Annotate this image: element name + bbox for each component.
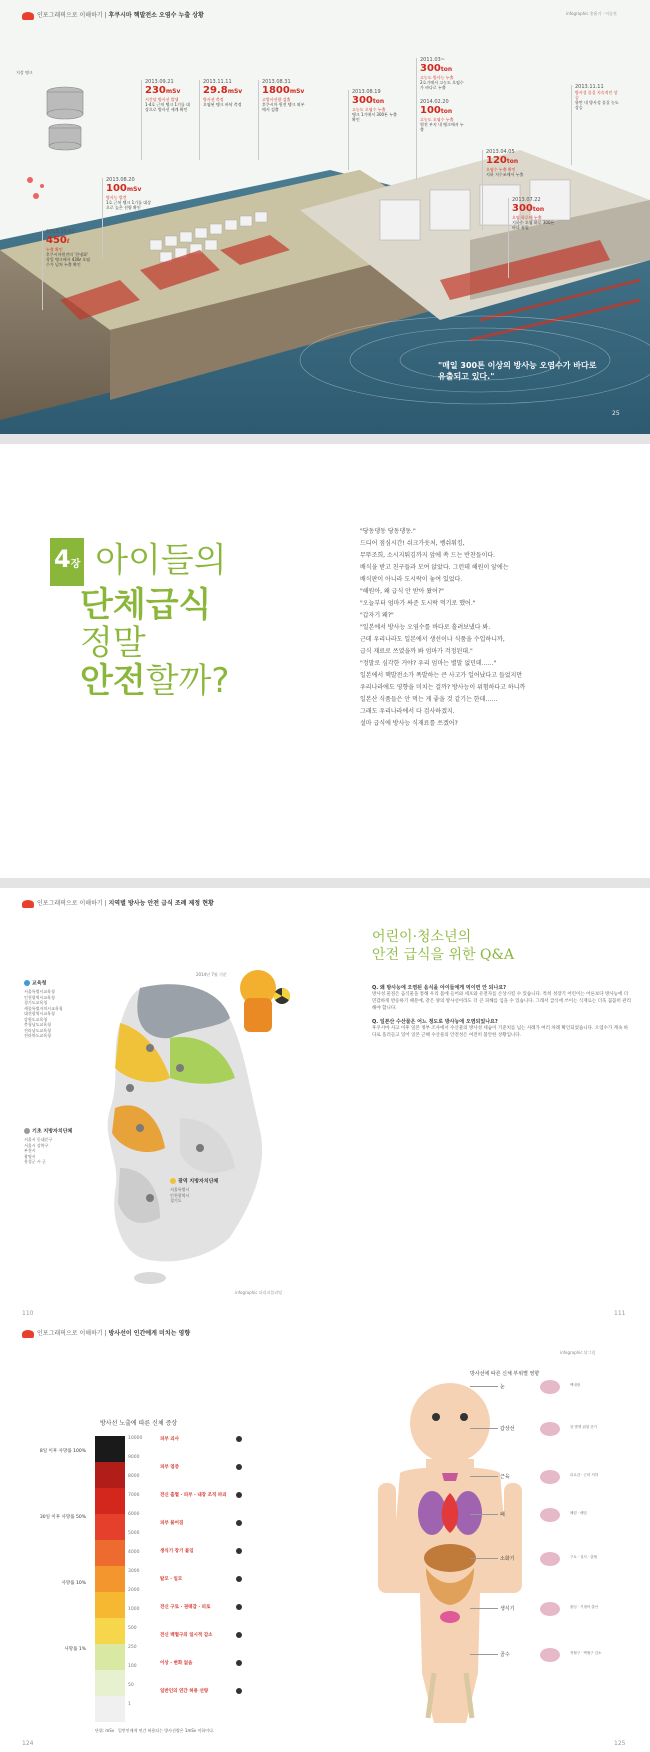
organ-leader-line <box>470 1428 498 1429</box>
event-value <box>420 105 466 117</box>
symptom-row <box>160 1464 179 1470</box>
mortality-group: 사망률 10% <box>61 1581 86 1586</box>
organ-name: 소화기 <box>500 1556 515 1562</box>
event-value <box>512 203 558 215</box>
header-title: 후쿠시마 핵발전소 오염수 누출 상황 <box>108 12 204 19</box>
organ-name: 눈 <box>500 1384 505 1390</box>
logo-icon <box>22 900 34 908</box>
intro-line: "일본에서 방사능 오염수를 바다로 흘려보냈다 봐. <box>360 624 491 631</box>
organ-leader-line <box>470 1514 498 1515</box>
logo-icon <box>22 1330 34 1338</box>
organ-name: 갑상선 <box>500 1426 515 1432</box>
event-unit: ℓ <box>66 238 70 245</box>
intro-line: "당동댕동 당동댕동." <box>360 528 416 535</box>
event-text: 1·4호 근처 탱크 1기를 대상으로 방사선 세계 확인 <box>145 102 190 112</box>
dose-bar-segment <box>95 1566 125 1592</box>
symptom-row <box>160 1632 213 1638</box>
intro-line: 설마 급식에 방사능 식재료를 쓰겠어? <box>360 720 458 727</box>
symptom-row <box>160 1688 208 1694</box>
symptom-dot-icon <box>236 1660 242 1666</box>
symptom-row <box>160 1492 227 1498</box>
scale-tick: 1 <box>128 1702 131 1707</box>
symptom-text: 생식기 장기 불임 <box>160 1549 194 1554</box>
header-prefix: 인포그래픽으로 이해하기 <box>37 12 103 19</box>
edu-item: 전라남도교육청 <box>24 1027 52 1033</box>
answer-2: 후쿠시마 사고 이후 일본 정부 조사에서 수산물의 방사성 세슘이 기준치를 넘는 사례가 여러 차례 확인되었습니다. 오염수가 계속 바다로 흘러들고 있어 일본 근해 수산물의 안전성은 여전히 불안한 상황입니다. <box>372 1026 629 1038</box>
quote: "매일 300톤 이상의 방사능 오염수가 바다로 유출되고 있다." <box>438 361 597 381</box>
question-1: Q. 왜 방사능에 오염된 음식을 아이들에게 먹이면 안 되나요? <box>372 985 507 991</box>
edu-legend-icon <box>24 980 30 986</box>
event-sub: 오염 하루에 누출 <box>512 215 542 220</box>
event-date: 2013.08.20 <box>106 177 135 183</box>
event-text: 오염된 탱크 바닥 측정 <box>203 102 242 107</box>
scale-tick: 1000 <box>128 1607 140 1612</box>
event-unit: ton <box>372 98 385 105</box>
event-sub: 고농도 방사능 누출 <box>420 75 454 80</box>
scale-tick: 3000 <box>128 1569 140 1574</box>
event-0 <box>46 230 92 267</box>
local-item: 광명시 <box>24 1153 36 1159</box>
event-number: 120 <box>486 155 507 166</box>
organ-icon <box>540 1648 560 1662</box>
edu-list: 교육청 서울특별시교육청 인천광역시교육청 경기도교육청 세종특별자치시교육청 대전광역시교육청 강원도교육청 충청남도교육청 전라남도교육청 전라북도교육청 <box>24 980 164 1039</box>
event-number: 300 <box>420 63 441 74</box>
intro-line: 드디어 점심시간! 쉬크가웃처, 쌩쉬워킹, <box>360 540 465 547</box>
event-date: 2013.10.02 <box>46 229 75 235</box>
event-value <box>420 63 466 75</box>
organ-leader-line <box>470 1654 498 1655</box>
event-number: 29.8 <box>203 85 228 96</box>
mortality-group: 30일 이후 사망률 50% <box>39 1515 86 1520</box>
title-line-4: 안전할까? <box>80 661 230 701</box>
page-safe-meal-ordinance <box>0 888 650 1322</box>
symptom-dot-icon <box>236 1604 242 1610</box>
metro-list: 광역 지방자치단체 서울특별시 인천광역시 경기도 <box>170 1178 280 1204</box>
page-fukushima-infographic <box>0 0 650 434</box>
symptom-dot-icon <box>236 1632 242 1638</box>
scale-tick: 9000 <box>128 1455 140 1460</box>
organ-leader-line <box>470 1476 498 1477</box>
symptom-dot-icon <box>236 1520 242 1526</box>
question-2: Q. 일본산 수산물은 어느 정도로 방사능에 오염되었나요? <box>372 1019 498 1025</box>
event-unit: mSv <box>289 88 305 95</box>
page-header: 인포그래픽으로 이해하기 | 후쿠시마 핵발전소 오염수 누출 상황 <box>22 10 204 20</box>
organ-leader-line <box>470 1608 498 1609</box>
organ-leader-line <box>470 1386 498 1387</box>
organ-name: 골수 <box>500 1652 510 1658</box>
event-number: 300 <box>352 95 373 106</box>
organ-effect: 불임 · 기형아 출산 <box>570 1605 599 1609</box>
page-header: 인포그래픽으로 이해하기 | 지역별 방사능 안전 급식 조례 제정 현황 <box>22 898 214 908</box>
event-text: 후쿠시마 원전 탱크 외부에서 검출 <box>262 102 305 112</box>
local-list: 기초 지방자치단체 서울시 동대문구 서울시 강북구 부천시 광명시 홍성군 시 군 <box>24 1128 164 1165</box>
metro-legend-icon <box>170 1178 176 1184</box>
page-header: 인포그래픽으로 이해하기 | 방사선이 인간에게 미치는 영향 <box>22 1328 190 1338</box>
intro-line: 무뚜조희, 소시지튀김까지 앞에 쏙 드는 반찬들이다. <box>360 552 496 559</box>
event-date: 2013.08.31 <box>262 79 291 85</box>
organ-name: 생식기 <box>500 1606 515 1612</box>
event-text: 탱크 1기에서 300톤 누출 확인 <box>352 112 397 122</box>
edu-item: 세종특별자치시교육청 <box>24 1005 63 1011</box>
scale-tick: 500 <box>128 1626 137 1631</box>
event-text: 후쿠시마원전의 '한냉화' 작업 탱크에서 430ℓ 오염수가 넘쳐 누출 확인 <box>46 252 91 267</box>
event-text: 지하수 오염 하루 300톤 바다 유입 <box>512 220 555 230</box>
scale-tick: 2000 <box>128 1588 140 1593</box>
organ-leader-line <box>470 1558 498 1559</box>
scale-tick: 7000 <box>128 1493 140 1498</box>
scale-tick: 4000 <box>128 1550 140 1555</box>
event-10 <box>575 85 621 110</box>
title-line-3: 정말 <box>80 623 146 663</box>
symptom-text: 전신 구토 · 권태감 · 피로 <box>160 1605 211 1610</box>
event-unit: mSv <box>227 88 243 95</box>
intro-line: 일본에서 핵발전소가 폭발하는 큰 사고가 일어났다고 들었지만 <box>360 672 523 679</box>
dose-bar-segment <box>95 1436 125 1462</box>
dose-bar-segment <box>95 1462 125 1488</box>
event-text: 원전 부지 내 탱크에서 누출 <box>420 122 464 132</box>
chapter-title <box>50 538 229 700</box>
scale-tick: 5000 <box>128 1531 140 1536</box>
event-sub: 방사능 발견 <box>106 195 127 200</box>
dose-bar-segment <box>95 1644 125 1670</box>
chapter-badge: 4장 <box>50 538 84 586</box>
event-text: 항만 내 방사성 물질 농도 상승 <box>575 100 619 110</box>
credit: infographic 달그림 <box>560 1350 596 1355</box>
answer-1: 방사성 물질은 음식물을 통해 우리 몸에 들어와 세포와 유전자를 손상시킬 수 있습니다. 특히 성장기 어린이는 어른보다 방사능에 더 민감하게 반응하기 때문에, 같은 양의 방사선이라도 더 큰 피해를 입을 수 있습니다. 그래서 급식에 쓰이는 식재료는 더욱 꼼꼼히 관리해야 합니다. <box>372 992 631 1011</box>
intro-line: "갑자기 왜?" <box>360 612 394 619</box>
dose-bar-segment <box>95 1618 125 1644</box>
event-value <box>145 85 191 97</box>
mortality-group: 8일 이후 사망률 100% <box>39 1449 86 1454</box>
organ-effect: 피로감 · 근력 저하 <box>570 1473 599 1477</box>
dose-bar-segment <box>95 1670 125 1696</box>
event-value <box>203 85 249 97</box>
symptom-row <box>160 1576 182 1582</box>
qa-title-2: 안전 급식을 위한 Q&A <box>372 947 515 963</box>
title-line-2: 단체급식 <box>80 585 212 625</box>
event-date: 2014.02.20 <box>420 99 449 105</box>
right-chart-title: 방사선에 따른 신체 부위별 영향 <box>470 1371 540 1377</box>
symptom-row <box>160 1604 210 1610</box>
local-item: 서울시 동대문구 <box>24 1137 53 1142</box>
dose-bar-segment <box>95 1696 125 1722</box>
qa-title-1: 어린이·청소년의 <box>372 929 472 945</box>
page-number-right: 111 <box>614 1310 626 1317</box>
page-number: 25 <box>612 410 620 417</box>
intro-line: 그래도 우리나라에서 다 검사하겠지. <box>360 708 455 715</box>
chapter-intro-text <box>360 526 620 730</box>
scale-tick: 10000 <box>128 1436 143 1441</box>
symptom-text: 전신 출혈 · 피부 · 내장 조직 파괴 <box>160 1493 227 1498</box>
intro-line: 급식 재료로 쓰였을까 봐 엄마가 걱정된대." <box>360 648 473 655</box>
event-6 <box>420 58 466 90</box>
symptom-dot-icon <box>236 1548 242 1554</box>
intro-line: 배식을 받고 친구들과 모여 앉았다. 그런데 해원이 앞에는 <box>360 564 509 571</box>
organ-effect: 폐렴 · 폐암 <box>570 1511 587 1515</box>
dose-bar-segment <box>95 1514 125 1540</box>
event-unit: ton <box>440 66 453 73</box>
scale-tick: 250 <box>128 1645 137 1650</box>
edu-item: 경기도교육청 <box>24 1000 48 1005</box>
event-1 <box>106 178 152 210</box>
event-value <box>486 155 532 167</box>
human-body-illustration <box>370 1373 550 1733</box>
event-text: 1호 근처 탱크 1기를 대상으로 높은 선량 확인 <box>106 200 151 210</box>
scale-tick: 100 <box>128 1664 137 1669</box>
local-item: 서울시 강북구 <box>24 1142 49 1148</box>
dose-bar-segment <box>95 1488 125 1514</box>
local-item: 홍성군 시 군 <box>24 1159 46 1164</box>
event-sub: 방사성 물질 지속적인 상승 <box>575 90 618 100</box>
metro-item: 경기도 <box>170 1198 182 1203</box>
event-unit: ton <box>440 108 453 115</box>
page-number-left: 124 <box>22 1740 34 1747</box>
symptom-text: 전신 백혈구의 일시적 감소 <box>160 1633 213 1638</box>
symptom-row <box>160 1520 183 1526</box>
metro-item: 서울특별시 <box>170 1187 190 1192</box>
event-unit: mSv <box>126 186 142 193</box>
organ-icon <box>540 1380 560 1394</box>
symptom-dot-icon <box>236 1688 242 1694</box>
symptom-dot-icon <box>236 1576 242 1582</box>
page-radiation-effects <box>0 1318 650 1752</box>
intro-line: "해원아, 왜 급식 안 받아 왔어?" <box>360 588 444 595</box>
symptom-text: 피부 붉어짐 <box>160 1521 184 1526</box>
intro-line: 배식판이 아니라 도시락이 놓여 있었다. <box>360 576 463 583</box>
event-sub: 고농도 오염수 누출 <box>420 117 454 122</box>
page-chapter-4 <box>0 444 650 878</box>
event-7 <box>420 100 466 132</box>
event-4 <box>262 80 308 112</box>
symptom-row <box>160 1436 179 1442</box>
event-number: 1800 <box>262 85 290 96</box>
edu-item: 인천광역시교육청 <box>24 994 55 1000</box>
event-8 <box>486 150 532 177</box>
event-9 <box>512 198 558 230</box>
local-item: 부천시 <box>24 1148 36 1153</box>
organ-name: 폐 <box>500 1512 505 1518</box>
event-unit: ton <box>506 158 519 165</box>
symptom-dot-icon <box>236 1464 242 1470</box>
event-date: 2013.07.22 <box>512 197 541 203</box>
edu-item: 전라북도교육청 <box>24 1033 52 1038</box>
event-5 <box>352 90 398 122</box>
event-3 <box>203 80 249 107</box>
event-number: 300 <box>512 203 533 214</box>
symptom-dot-icon <box>236 1492 242 1498</box>
scale-tick: 6000 <box>128 1512 140 1517</box>
organ-icon <box>540 1602 560 1616</box>
organ-effect: 백내장 <box>570 1383 581 1387</box>
event-date: 2013.11.11 <box>203 79 232 85</box>
event-sub: 오염수 누출 확인 <box>486 167 516 172</box>
event-date: 2013.09.21 <box>145 79 174 85</box>
event-sub: 고방사선량 검출 <box>262 97 291 102</box>
credit: infographic 더리퍼블리팅 <box>235 1290 282 1295</box>
edu-item: 서울특별시교육청 <box>24 989 55 994</box>
local-legend-icon <box>24 1128 30 1134</box>
event-date: 2013.11.11 <box>575 84 604 90</box>
credit: infographic 홍윤기 · 이승진 <box>566 11 617 16</box>
organ-icon <box>540 1508 560 1522</box>
symptom-text: 이상 · 변화 없음 <box>160 1661 193 1666</box>
tank-label: 저장 탱크 <box>16 70 33 75</box>
intro-line: "정말로 심각한 거야? 우리 엄마는 별말 없던데……" <box>360 660 497 667</box>
event-number: 100 <box>106 183 127 194</box>
event-date: 2013.04.05 <box>486 149 515 155</box>
event-sub: 고농도 오염수 누출 <box>352 107 386 112</box>
symptom-text: 피부 염증 <box>160 1465 179 1470</box>
organ-icon <box>540 1552 560 1566</box>
event-date: 2013.08.19 <box>352 89 381 95</box>
organ-name: 근육 <box>500 1474 510 1480</box>
event-text: 지하 저수조에서 누출 <box>486 172 524 177</box>
dose-bar-segment <box>95 1540 125 1566</box>
title-line-1: 4장 아이들의 <box>50 538 229 586</box>
symptom-text: 일반인의 연간 허용 선량 <box>160 1689 209 1694</box>
page-number-left: 110 <box>22 1310 34 1317</box>
event-text: 2호기에서 고농도 오염수가 바다로 누출 <box>420 80 464 90</box>
edu-item: 대전광역시교육청 <box>24 1011 55 1016</box>
metro-item: 인천광역시 <box>170 1192 190 1198</box>
page-number-right: 125 <box>614 1740 626 1747</box>
intro-line: 근데 우리나라도 일본에서 생선이나 식품을 수입하니까, <box>360 636 505 643</box>
dose-bar-segment <box>95 1592 125 1618</box>
event-value <box>106 183 152 195</box>
organ-icon <box>540 1470 560 1484</box>
edu-item: 충청남도교육청 <box>24 1022 52 1027</box>
intro-line: 일본산 식품들은 안 먹는 게 좋을 것 같기는 한데…… <box>360 696 498 703</box>
symptom-text: 피부 괴사 <box>160 1437 179 1442</box>
intro-line: 우리나라에도 영향을 미치는 걸까? 방사능이 위험하다고 하니까 <box>360 684 526 691</box>
unit-note: 단위: mSv 일반인에게 연간 허용되는 방사선량은 1mSv 이하이다. <box>95 1728 215 1733</box>
event-2 <box>145 80 191 112</box>
event-date: 2011.03~ <box>420 57 445 63</box>
event-unit: mSv <box>165 88 181 95</box>
event-sub: 방사선 측정 <box>203 97 224 102</box>
scale-tick: 50 <box>128 1683 134 1688</box>
scale-tick: 8000 <box>128 1474 140 1479</box>
event-value <box>262 85 308 97</box>
speech-note: 2014년 7월 기준 <box>196 972 227 977</box>
symptom-row <box>160 1548 194 1554</box>
event-unit: ton <box>532 206 545 213</box>
event-value <box>46 235 92 247</box>
symptom-dot-icon <box>236 1436 242 1442</box>
event-number: 450 <box>46 235 67 246</box>
left-chart-title: 방사선 노출에 따른 신체 증상 <box>100 1420 178 1427</box>
symptom-row <box>160 1660 193 1666</box>
organ-effect: 암 발생 위험 증가 <box>570 1425 598 1429</box>
organ-effect: 구토 · 설사 · 출혈 <box>570 1555 597 1559</box>
mortality-group: 사망률 1% <box>64 1647 86 1652</box>
organ-icon <box>540 1422 560 1436</box>
event-sub: 시간당 방사선 발생 <box>145 97 179 102</box>
edu-item: 강원도교육청 <box>24 1016 48 1022</box>
event-number: 230 <box>145 85 166 96</box>
intro-line: "오늘부터 엄마가 싸준 도시락 먹기로 했어." <box>360 600 476 607</box>
organ-effect: 적혈구 · 백혈구 감소 <box>570 1651 602 1655</box>
symptom-text: 탈모 · 일모 <box>160 1577 183 1582</box>
event-value <box>352 95 398 107</box>
event-sub: 누출 확인 <box>46 247 63 252</box>
qa-section <box>372 928 632 1039</box>
event-number: 100 <box>420 105 441 116</box>
